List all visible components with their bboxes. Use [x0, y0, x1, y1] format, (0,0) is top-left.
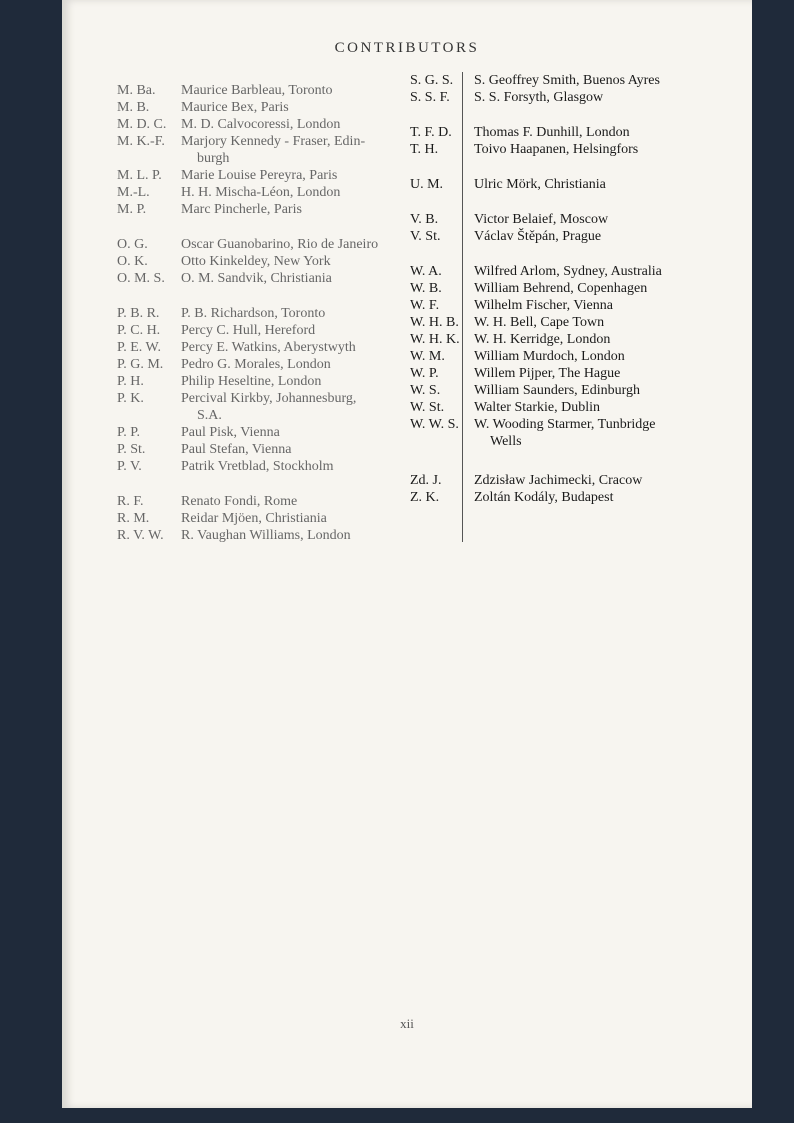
contributor-entry [410, 382, 750, 399]
contributor-initials: O. G. [117, 237, 148, 252]
contributor-initials: M. K.-F. [117, 134, 165, 149]
contributor-initials: W. F. [410, 298, 440, 313]
contributor-name-text: Maurice Barbleau, Toronto [181, 83, 333, 98]
contributor-initials: M. Ba. [117, 83, 156, 98]
contributor-initials: P. V. [117, 459, 142, 474]
contributor-initials: M. L. P. [117, 168, 162, 183]
contributor-name-text: Wilfred Arlom, Sydney, Australia [474, 264, 662, 279]
contributor-initials: S. S. F. [410, 90, 450, 105]
contributor-name [474, 176, 750, 193]
contributor-initials: T. H. [410, 142, 439, 157]
contributor-group [117, 82, 457, 218]
contributor-name-text: Paul Pisk, Vienna [181, 425, 280, 440]
contributor-name [474, 141, 750, 158]
contributor-initials: W. St. [410, 400, 445, 415]
contributor-entry [117, 339, 457, 356]
contributor-name-text: Marjory Kennedy - Fraser, Edin- [181, 134, 366, 149]
contributor-entry [117, 356, 457, 373]
contributor-entry [117, 424, 457, 441]
contributor-entry [410, 141, 750, 158]
contributor-entry [410, 489, 750, 506]
contributor-name [181, 510, 457, 527]
left-column [117, 82, 457, 544]
contributor-name-text: Walter Starkie, Dublin [474, 400, 601, 415]
contributor-initials: O. K. [117, 254, 148, 269]
contributor-entry [117, 510, 457, 527]
contributor-initials: P. C. H. [117, 323, 161, 338]
contributor-initials: Zd. J. [410, 473, 442, 488]
contributor-initials: O. M. S. [117, 271, 165, 286]
contributor-name-text: W. Wooding Starmer, Tunbridge [474, 417, 656, 432]
page-number: xii [400, 1016, 414, 1031]
contributor-name-continuation: burgh [197, 151, 230, 166]
contributor-entry [117, 322, 457, 339]
contributor-name [474, 297, 750, 314]
contributor-group [117, 305, 457, 475]
contributor-entry [117, 527, 457, 544]
contributor-name [474, 331, 750, 348]
contributor-name [474, 416, 750, 450]
book-page [62, 0, 752, 1108]
contributor-name-text: Reidar Mjöen, Christiania [181, 511, 327, 526]
contributor-initials: R. V. W. [117, 528, 164, 543]
contributor-name-text: Marc Pincherle, Paris [181, 202, 302, 217]
contributor-group [117, 236, 457, 287]
contributor-name-text: Marie Louise Pereyra, Paris [181, 168, 338, 183]
contributor-entry [410, 280, 750, 297]
contributor-entry [117, 493, 457, 510]
contributor-name [474, 314, 750, 331]
contributor-initials: W. B. [410, 281, 442, 296]
contributor-initials: V. St. [410, 229, 441, 244]
contributor-initials: P. G. M. [117, 357, 164, 372]
contributor-name-text: W. H. Kerridge, London [474, 332, 611, 347]
contributor-name-text: Renato Fondi, Rome [181, 494, 298, 509]
contributor-entry [117, 82, 457, 99]
contributor-entry [117, 458, 457, 475]
contributor-name-text: Victor Belaief, Moscow [474, 212, 609, 227]
contributor-initials: R. M. [117, 511, 150, 526]
contributor-name [474, 382, 750, 399]
contributor-entry [410, 297, 750, 314]
contributor-entry [117, 99, 457, 116]
contributor-entry [410, 348, 750, 365]
contributor-name [474, 365, 750, 382]
contributor-name-text: O. M. Sandvik, Christiania [181, 271, 332, 286]
contributor-entry [117, 253, 457, 270]
contributor-name-text: Thomas F. Dunhill, London [474, 125, 630, 140]
contributor-name [474, 89, 750, 106]
contributor-name [474, 263, 750, 280]
contributor-name-text: M. D. Calvocoressi, London [181, 117, 341, 132]
contributor-initials: P. K. [117, 391, 144, 406]
contributor-entry [117, 133, 457, 167]
contributor-entry [410, 89, 750, 106]
contributor-entry [117, 201, 457, 218]
contributor-name-text: Zdzisław Jachimecki, Cracow [474, 473, 643, 488]
contributor-name [474, 228, 750, 245]
contributor-group [410, 211, 750, 245]
contributor-name [474, 280, 750, 297]
contributor-entry [410, 331, 750, 348]
contributor-name [181, 527, 457, 544]
contributor-name-continuation: Wells [490, 434, 522, 449]
contributor-initials: M. P. [117, 202, 147, 217]
contributor-group [410, 472, 750, 506]
contributor-entry [117, 373, 457, 390]
contributor-initials: S. G. S. [410, 73, 454, 88]
contributor-initials: M. B. [117, 100, 150, 115]
contributor-entry [410, 416, 750, 450]
contributor-entry [410, 228, 750, 245]
contributor-name-text: Patrik Vretblad, Stockholm [181, 459, 334, 474]
contributor-name-text: William Behrend, Copenhagen [474, 281, 648, 296]
contributor-name-text: Otto Kinkeldey, New York [181, 254, 331, 269]
contributor-initials: W. H. B. [410, 315, 459, 330]
contributor-name-text: William Murdoch, London [474, 349, 625, 364]
contributor-name-text: Pedro G. Morales, London [181, 357, 331, 372]
page-heading: CONTRIBUTORS [334, 40, 480, 56]
contributor-name-text: Zoltán Kodály, Budapest [474, 490, 614, 505]
contributor-entry [410, 124, 750, 141]
contributor-initials: W. P. [410, 366, 439, 381]
contributor-name [474, 72, 750, 89]
contributor-group [410, 176, 750, 193]
contributor-entry [117, 184, 457, 201]
contributor-name-text: P. B. Richardson, Toronto [181, 306, 326, 321]
contributor-group [410, 124, 750, 158]
contributor-entry [410, 72, 750, 89]
contributor-name-text: Paul Stefan, Vienna [181, 442, 292, 457]
contributor-initials: P. B. R. [117, 306, 160, 321]
contributor-name-text: Willem Pijper, The Hague [474, 366, 621, 381]
contributor-entry [117, 116, 457, 133]
contributor-initials: R. F. [117, 494, 144, 509]
contributor-initials: P. St. [117, 442, 146, 457]
contributor-entry [410, 399, 750, 416]
contributor-entry [117, 236, 457, 253]
contributor-group [410, 263, 750, 450]
contributor-entry [410, 314, 750, 331]
contributor-initials: W. H. K. [410, 332, 460, 347]
contributor-initials: T. F. D. [410, 125, 452, 140]
contributor-group [410, 72, 750, 106]
contributor-name-text: W. H. Bell, Cape Town [474, 315, 605, 330]
contributor-name-text: Václav Štěpán, Prague [474, 229, 602, 244]
contributor-entry [117, 270, 457, 287]
contributor-name-text: Percy C. Hull, Hereford [181, 323, 316, 338]
contributor-name [474, 211, 750, 228]
right-column [410, 72, 750, 506]
contributor-name-text: Ulric Mörk, Christiania [474, 177, 606, 192]
contributor-initials: P. E. W. [117, 340, 161, 355]
contributor-name [474, 472, 750, 489]
contributor-name-text: Wilhelm Fischer, Vienna [474, 298, 613, 313]
contributor-entry [117, 305, 457, 322]
contributor-initials: W. M. [410, 349, 445, 364]
contributor-name [474, 489, 750, 506]
contributor-name-text: Percival Kirkby, Johannesburg, [181, 391, 357, 406]
contributor-name-text: H. H. Mischa-Léon, London [181, 185, 341, 200]
contributor-entry [410, 176, 750, 193]
contributor-entry [410, 365, 750, 382]
contributor-initials: W. S. [410, 383, 441, 398]
contributor-entry [117, 441, 457, 458]
contributor-name-text: Oscar Guanobarino, Rio de Janeiro [181, 237, 379, 252]
contributor-initials: V. B. [410, 212, 439, 227]
contributor-entry [410, 263, 750, 280]
contributor-name [474, 124, 750, 141]
contributor-initials: U. M. [410, 177, 444, 192]
contributor-name-text: Toivo Haapanen, Helsingfors [474, 142, 639, 157]
contributor-initials: W. A. [410, 264, 442, 279]
contributor-name-text: Percy E. Watkins, Aberystwyth [181, 340, 356, 355]
contributor-name [474, 399, 750, 416]
contributor-name-continuation: S.A. [197, 408, 222, 423]
contributor-initials: W. W. S. [410, 417, 459, 432]
contributor-initials: P. H. [117, 374, 144, 389]
contributor-name-text: William Saunders, Edinburgh [474, 383, 640, 398]
contributor-name-text: R. Vaughan Williams, London [181, 528, 351, 543]
contributor-name [474, 348, 750, 365]
contributor-entry [410, 211, 750, 228]
contributor-name-text: Philip Heseltine, London [181, 374, 322, 389]
contributor-initials: M.-L. [117, 185, 150, 200]
contributor-group [117, 493, 457, 544]
contributor-entry [117, 167, 457, 184]
contributor-initials: Z. K. [410, 490, 440, 505]
contributor-name-text: Maurice Bex, Paris [181, 100, 289, 115]
contributor-name-text: S. Geoffrey Smith, Buenos Ayres [474, 73, 660, 88]
contributor-entry [117, 390, 457, 424]
contributor-initials: M. D. C. [117, 117, 167, 132]
contributor-entry [410, 472, 750, 489]
contributor-name-text: S. S. Forsyth, Glasgow [474, 90, 604, 105]
contributor-initials: P. P. [117, 425, 140, 440]
